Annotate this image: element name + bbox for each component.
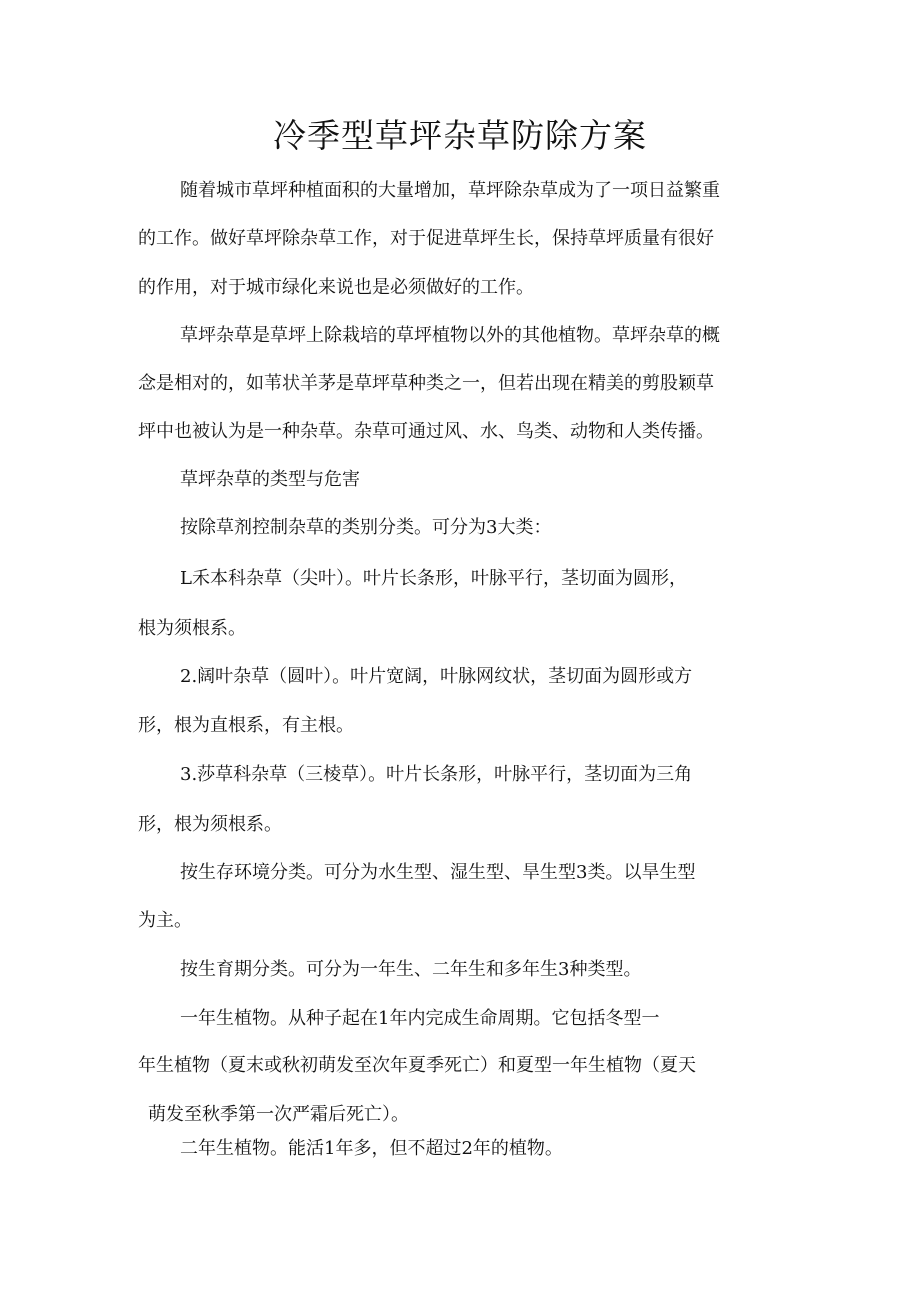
text-line: 坪中也被认为是一种杂草。杂草可通过风、水、鸟类、动物和人类传播。	[138, 421, 714, 442]
list-item-3: 3.莎草科杂草（三棱草）。叶片长条形，叶脉平行，茎切面为三角	[180, 764, 693, 785]
list-item-2: 2.阔叶杂草（圆叶）。叶片宽阔，叶脉网纹状，茎切面为圆形或方	[180, 666, 693, 687]
text-line: 为主。	[138, 910, 192, 931]
text-line: 按除草剂控制杂草的类别分类。可分为3大类：	[180, 517, 552, 538]
text-line: 的作用，对于城市绿化来说也是必须做好的工作。	[138, 277, 534, 298]
list-item-1: L禾本科杂草（尖叶）。叶片长条形，叶脉平行，茎切面为圆形，	[180, 568, 687, 589]
text-line: 形，根为直根系，有主根。	[138, 715, 354, 736]
text-line: 草坪杂草是草坪上除栽培的草坪植物以外的其他植物。草坪杂草的概	[180, 325, 720, 346]
section-heading: 草坪杂草的类型与危害	[180, 469, 360, 490]
text-line: 形，根为须根系。	[138, 814, 282, 835]
text-line: 一年生植物。从种子起在1年内完成生命周期。它包括冬型一	[180, 1008, 660, 1029]
text-line: 的工作。做好草坪除杂草工作，对于促进草坪生长，保持草坪质量有很好	[138, 228, 714, 249]
text-line: 年生植物（夏末或秋初萌发至次年夏季死亡）和夏型一年生植物（夏天	[138, 1055, 696, 1076]
text-line: 随着城市草坪种植面积的大量增加，草坪除杂草成为了一项日益繁重	[180, 180, 720, 201]
document-title: 冷季型草坪杂草防除方案	[273, 116, 647, 155]
text-line: 萌发至秋季第一次严霜后死亡）。	[148, 1104, 409, 1125]
text-line: 按生育期分类。可分为一年生、二年生和多年生3种类型。	[180, 959, 642, 980]
text-line: 根为须根系。	[138, 618, 246, 639]
text-line: 念是相对的，如苇状羊茅是草坪草种类之一，但若出现在精美的剪股颖草	[138, 373, 714, 394]
text-line: 二年生植物。能活1年多，但不超过2年的植物。	[180, 1138, 563, 1159]
text-line: 按生存环境分类。可分为水生型、湿生型、旱生型3类。以旱生型	[180, 862, 696, 883]
